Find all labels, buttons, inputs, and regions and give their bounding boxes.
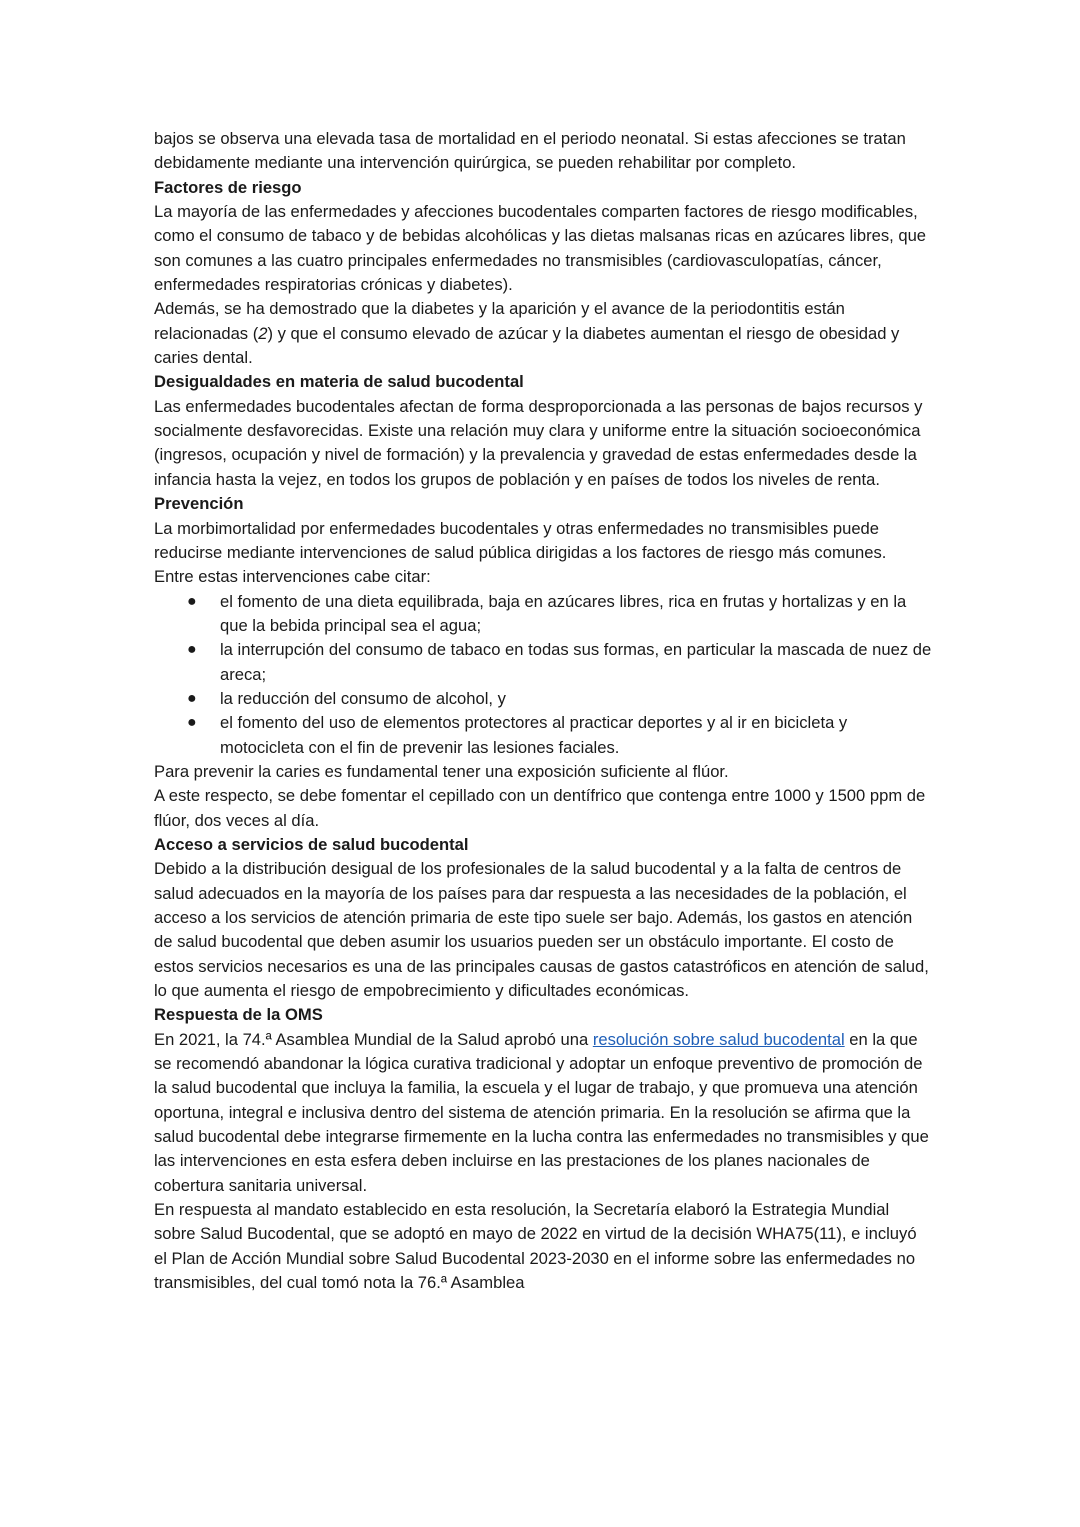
paragraph-acceso: Debido a la distribución desigual de los profesionales de la salud bucodental y a la falta de centros de salud adecuados en la mayoría de los países para dar respuesta a las necesidades de la población, el acceso a los servicios de atención primaria de este tipo suele ser bajo. Además, los gastos en atención de salud bucodental que deben asumir los usuarios pueden ser un obstáculo importante. El costo de estos servicios necesarios es una de las principales causas de gastos catastróficos en atención de salud, lo que aumenta el riesgo de empobrecimiento y dificultades económicas. <box>154 859 929 1001</box>
heading-prevencion: Prevención <box>154 494 244 514</box>
bullet-icon: ● <box>187 689 197 707</box>
list-item <box>154 687 934 711</box>
paragraph-factores-2 <box>154 297 934 370</box>
paragraph-factores-1: La mayoría de las enfermedades y afecciones bucodentales comparten factores de riesgo modificables, como el consumo de tabaco y de bebidas alcohólicas y las dietas malsanas ricas en azúcares libres, que son comunes a las cuatro principales enfermedades no transmisibles (cardiovasculopatías, cáncer, enfermedades respiratorias crónicas y diabetes). <box>154 202 927 295</box>
paragraph-oms-1-text-a: En 2021, la 74.ª Asamblea Mundial de la Salud aprobó una <box>154 1029 593 1049</box>
paragraph-oms-1-text-b: en la que se recomendó abandonar la lógica curativa tradicional y adoptar un enfoque preventivo de promoción de la salud bucodental que incluya la familia, la escuela y el lugar de trabajo, y que promueva una atención oportuna, integral e inclusiva dentro del sistema de atención primaria. En la resolución se afirma que la salud bucodental debe integrarse firmemente en la lucha contra las enfermedades no transmisibles y que las intervenciones en esta esfera deben incluirse en las prestaciones de los planes nacionales de cobertura sanitaria universal. <box>154 1029 929 1195</box>
paragraph-factores-2-text-a: Además, se ha demostrado que la diabetes y la aparición y el avance de la periodontitis están relacionadas ( <box>154 299 845 343</box>
paragraph-intro: bajos se observa una elevada tasa de mortalidad en el periodo neonatal. Si estas afecciones se tratan debidamente mediante una intervención quirúrgica, se pueden rehabilitar por completo. <box>154 129 906 173</box>
list-item <box>154 711 934 760</box>
heading-factores-de-riesgo: Factores de riesgo <box>154 177 302 197</box>
paragraph-prevencion-2: Entre estas intervenciones cabe citar: <box>154 567 431 587</box>
heading-respuesta-oms: Respuesta de la OMS <box>154 1005 323 1025</box>
reference-number: 2 <box>258 323 268 343</box>
bullet-icon: ● <box>187 592 197 610</box>
bullet-icon: ● <box>187 714 197 732</box>
paragraph-prevencion-3: Para prevenir la caries es fundamental tener una exposición suficiente al flúor. <box>154 761 729 781</box>
resolution-link[interactable]: resolución sobre salud bucodental <box>592 1029 845 1049</box>
bullet-list <box>154 590 934 760</box>
heading-acceso: Acceso a servicios de salud bucodental <box>154 834 469 854</box>
heading-desigualdades: Desigualdades en materia de salud bucodental <box>154 372 524 392</box>
bullet-icon: ● <box>187 641 197 659</box>
list-item-text: el fomento del uso de elementos protectores al practicar deportes y al ir en bicicleta y motocicleta con el fin de prevenir las lesiones faciales. <box>220 713 848 757</box>
paragraph-factores-2-text-b: ) y que el consumo elevado de azúcar y la diabetes aumentan el riesgo de obesidad y caries dental. <box>154 323 900 368</box>
paragraph-desigualdades: Las enfermedades bucodentales afectan de forma desproporcionada a las personas de bajos recursos y socialmente desfavorecidas. Existe una relación muy clara y uniforme entre la situación socioeconómica (ingresos, ocupación y nivel de formación) y la prevalencia y gravedad de estas enfermedades desde la infancia hasta la vejez, en todos los grupos de población y en países de todos los niveles de renta. <box>154 396 923 489</box>
list-item <box>154 638 934 687</box>
paragraph-prevencion-4: A este respecto, se debe fomentar el cepillado con un dentífrico que contenga entre 1000 y 1500 ppm de flúor, dos veces al día. <box>154 786 926 830</box>
list-item-text: el fomento de una dieta equilibrada, baja en azúcares libres, rica en frutas y hortalizas y en la que la bebida principal sea el agua; <box>220 591 907 635</box>
paragraph-prevencion-1: La morbimortalidad por enfermedades bucodentales y otras enfermedades no transmisibles puede reducirse mediante intervenciones de salud pública dirigidas a los factores de riesgo más comunes. <box>154 518 887 562</box>
list-item-text: la reducción del consumo de alcohol, y <box>220 688 506 708</box>
paragraph-oms-1 <box>154 1028 934 1198</box>
list-item-text: la interrupción del consumo de tabaco en todas sus formas, en particular la mascada de nuez de areca; <box>220 640 932 684</box>
list-item <box>154 590 934 639</box>
paragraph-oms-2: En respuesta al mandato establecido en esta resolución, la Secretaría elaboró la Estrategia Mundial sobre Salud Bucodental, que se adoptó en mayo de 2022 en virtud de la decisión WHA75(11), e incluyó el Plan de Acción Mundial sobre Salud Bucodental 2023-2030 en el informe sobre las enfermedades no transmisibles, del cual tomó nota la 76.ª Asamblea <box>154 1200 917 1293</box>
document-page <box>154 127 934 1296</box>
